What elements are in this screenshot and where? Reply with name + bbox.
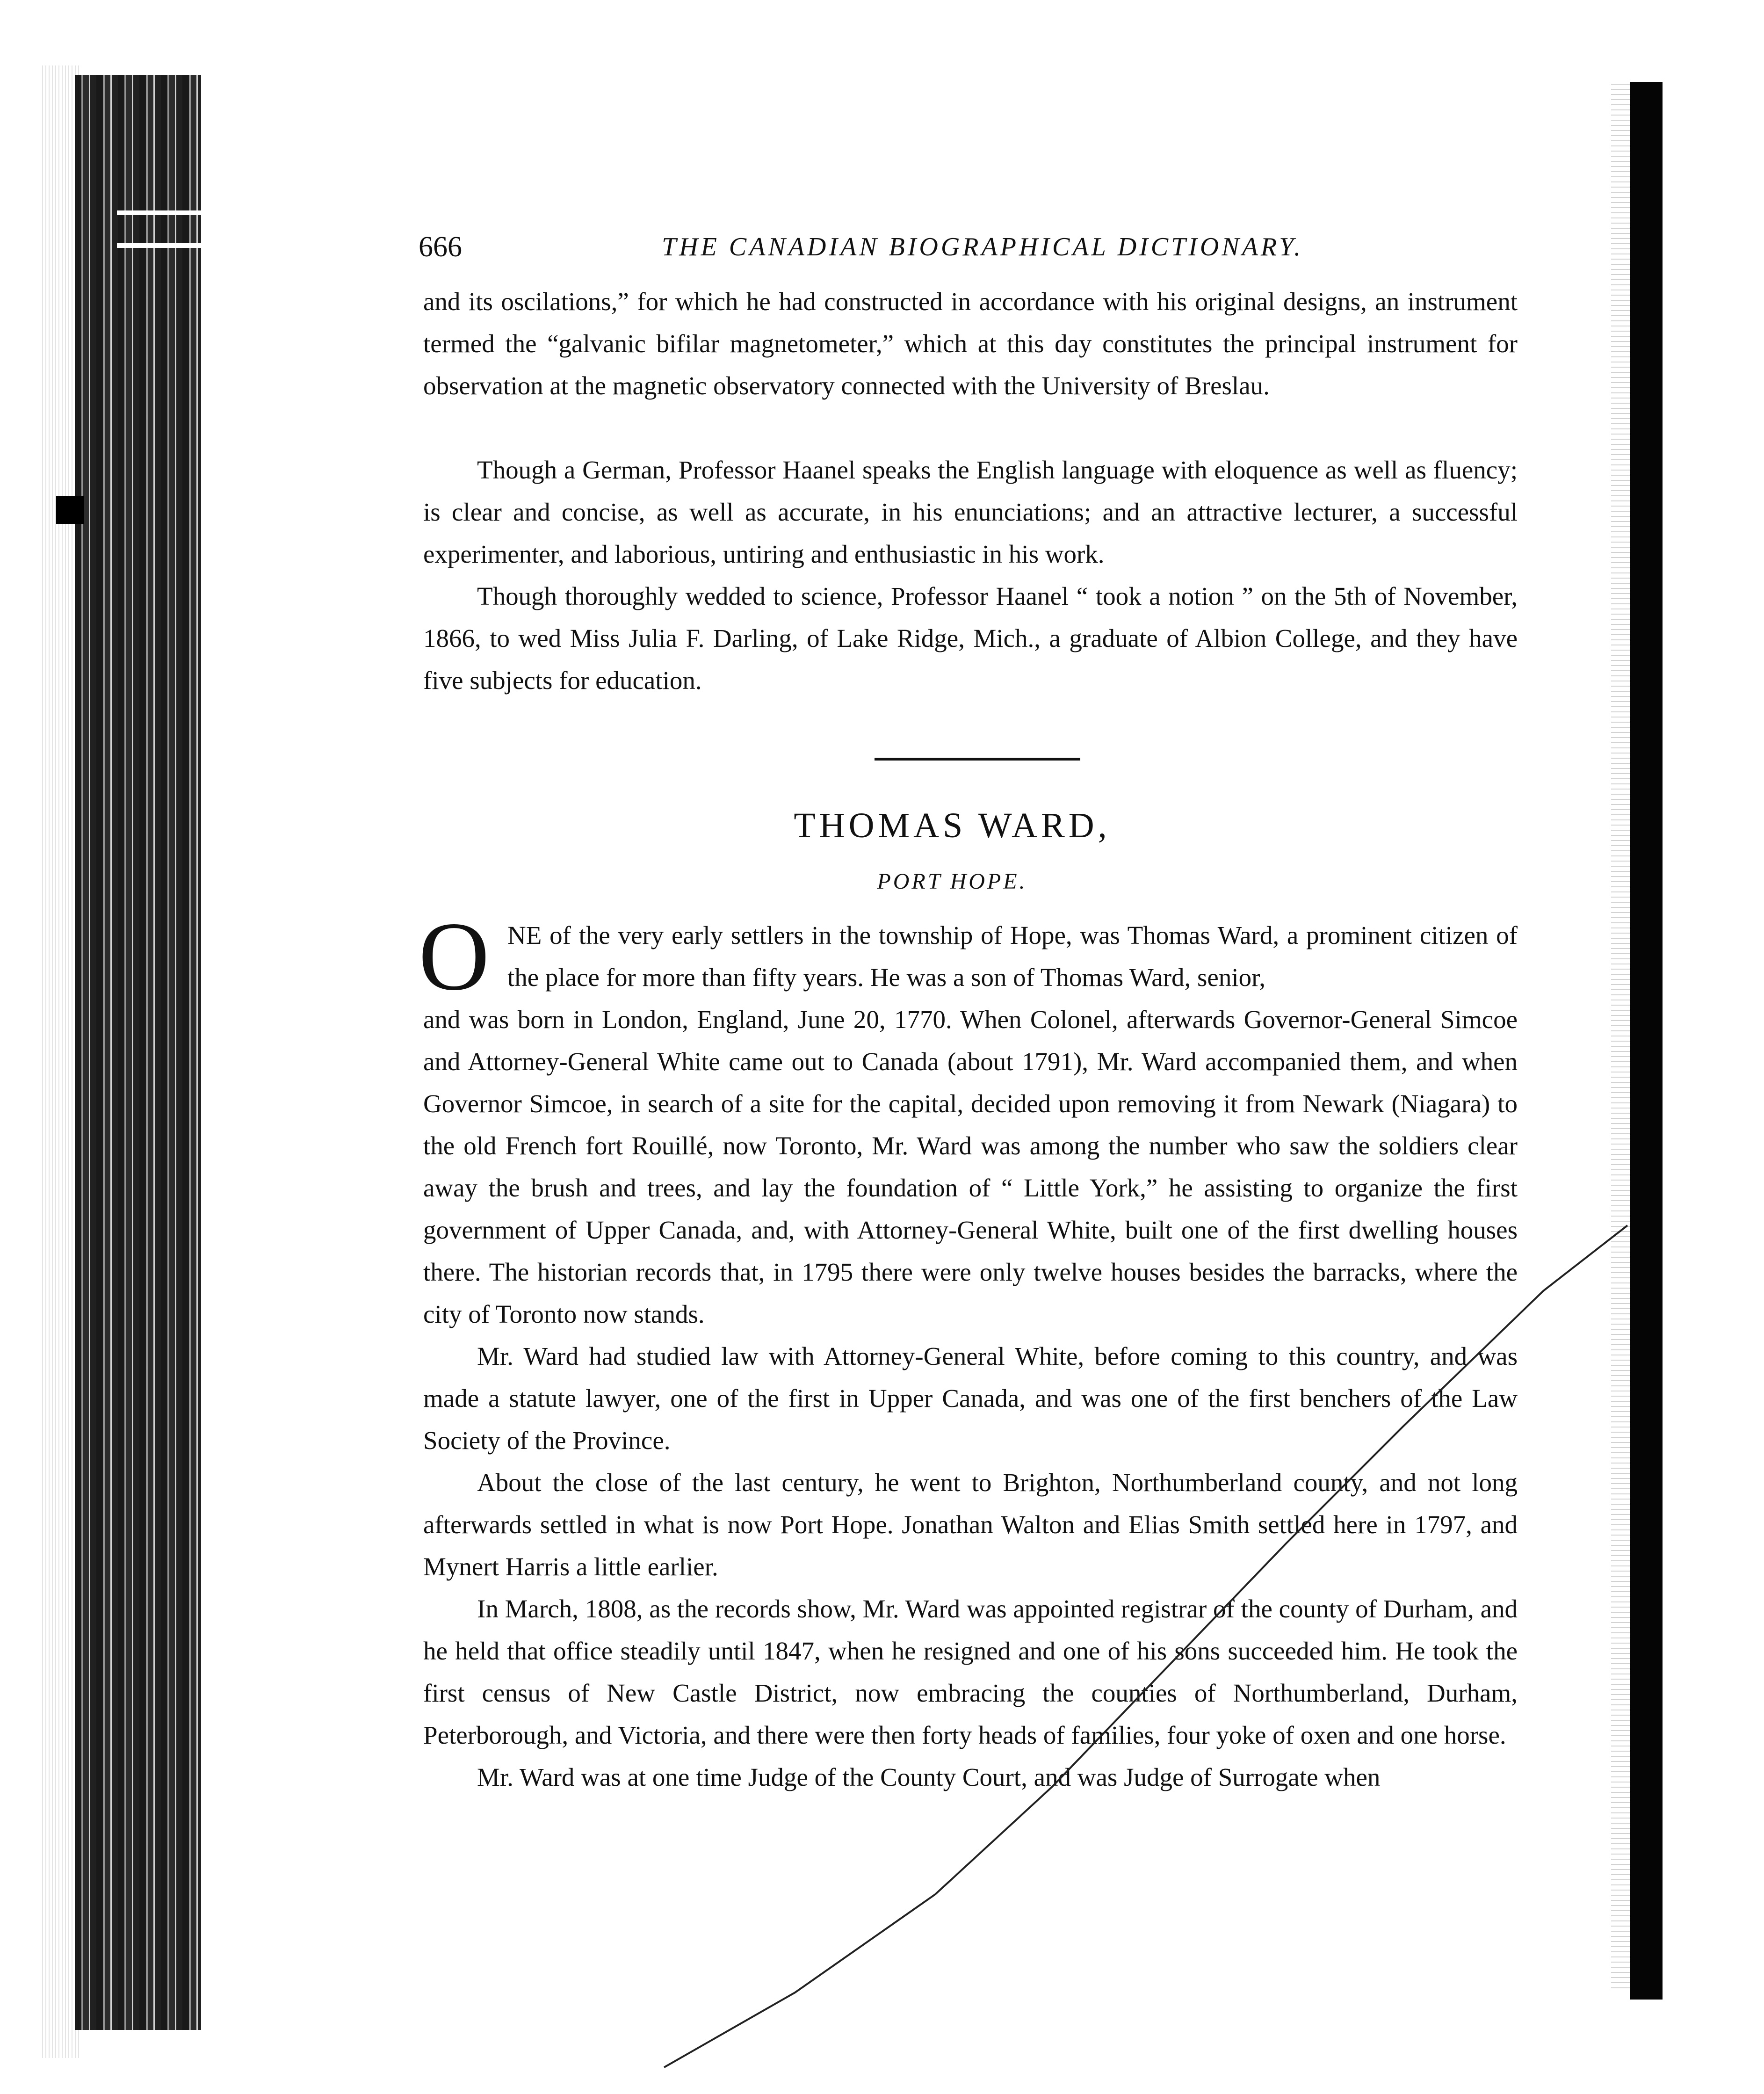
article-paragraph: In March, 1808, as the records show, Mr. Ward was appointed registrar of the county of Durham, and he held that office steadily until 1847, when he resigned and one of his sons succeeded him. He took the first census of New Castle District, now embracing the counties of Northumberland, Durham, Peterborough, and Victoria, and there were then forty heads of families, four yoke of oxen and one horse. [423, 1594, 1518, 1749]
article-paragraph: Mr. Ward had studied law with Attorney-General White, before coming to this country, and was made a statute lawyer, one of the first in Upper Canada, and was one of the first benchers of the Law Society of the Province. [423, 1342, 1518, 1455]
previous-entry-paragraph: and its oscilations,” for which he had constructed in accordance with his original designs, an instrument termed the “galvanic bifilar magnetometer,” which at this day constitutes the principal instrument for observation at the magnetic observatory connected with the University of Breslau. [423, 287, 1518, 400]
scan-left-edge-shadow [75, 75, 201, 2030]
article-paragraph: Mr. Ward was at one time Judge of the County Court, and was Judge of Surrogate when [477, 1763, 1381, 1791]
article-place: PORT HOPE. [877, 869, 1027, 894]
section-separator [875, 758, 1080, 761]
running-title: THE CANADIAN BIOGRAPHICAL DICTIONARY. [662, 232, 1304, 261]
scan-left-edge-fade [42, 65, 80, 2058]
scan-right-edge-shadow [1630, 82, 1663, 2000]
scan-edge-gap [117, 243, 201, 248]
scan-mark [56, 496, 84, 524]
article-paragraph: About the close of the last century, he went to Brighton, Northumberland county, and not long afterwards settled in what is now Port Hope. Jonathan Walton and Elias Smith settled here in 1797, and Mynert Harris a little earlier. [423, 1468, 1518, 1581]
scan-right-edge-speckle [1611, 84, 1630, 1993]
article-title: THOMAS WARD, [794, 806, 1111, 845]
drop-cap: O [419, 902, 490, 1011]
scan-edge-gap [117, 210, 201, 215]
article-paragraph-opening: NE of the very early settlers in the township of Hope, was Thomas Ward, a prominent citizen of the place for more than fifty years. He was a son of Thomas Ward, senior, [507, 921, 1518, 992]
previous-entry-paragraph: Though a German, Professor Haanel speaks the English language with eloquence as well as fluency; is clear and concise, as well as accurate, in his enunciations; and an attractive lecturer, a successful experimenter, and laborious, untiring and enthusiastic in his work. [423, 456, 1518, 568]
page-number: 666 [419, 231, 462, 263]
article-paragraph-opening-continued: and was born in London, England, June 20, 1770. When Colonel, afterwards Governor-General Simcoe and Attorney-General White came out to Canada (about 1791), Mr. Ward accompanied them, and when Governor Simcoe, in search of a site for the capital, decided upon removing it from Newark (Niagara) to the old French fort Rouillé, now Toronto, Mr. Ward was among the number who saw the soldiers clear away the brush and trees, and lay the foundation of “ Little York,” he assisting to organize the first government of Upper Canada, and, with Attorney-General White, built one of the first dwelling houses there. The historian records that, in 1795 there were only twelve houses besides the barracks, where the city of Toronto now stands. [423, 1005, 1518, 1328]
previous-entry-paragraph: Though thoroughly wedded to science, Professor Haanel “ took a notion ” on the 5th of November, 1866, to wed Miss Julia F. Darling, of Lake Ridge, Mich., a graduate of Albion College, and they have five subjects for education. [423, 582, 1518, 695]
page-header [419, 228, 1532, 270]
